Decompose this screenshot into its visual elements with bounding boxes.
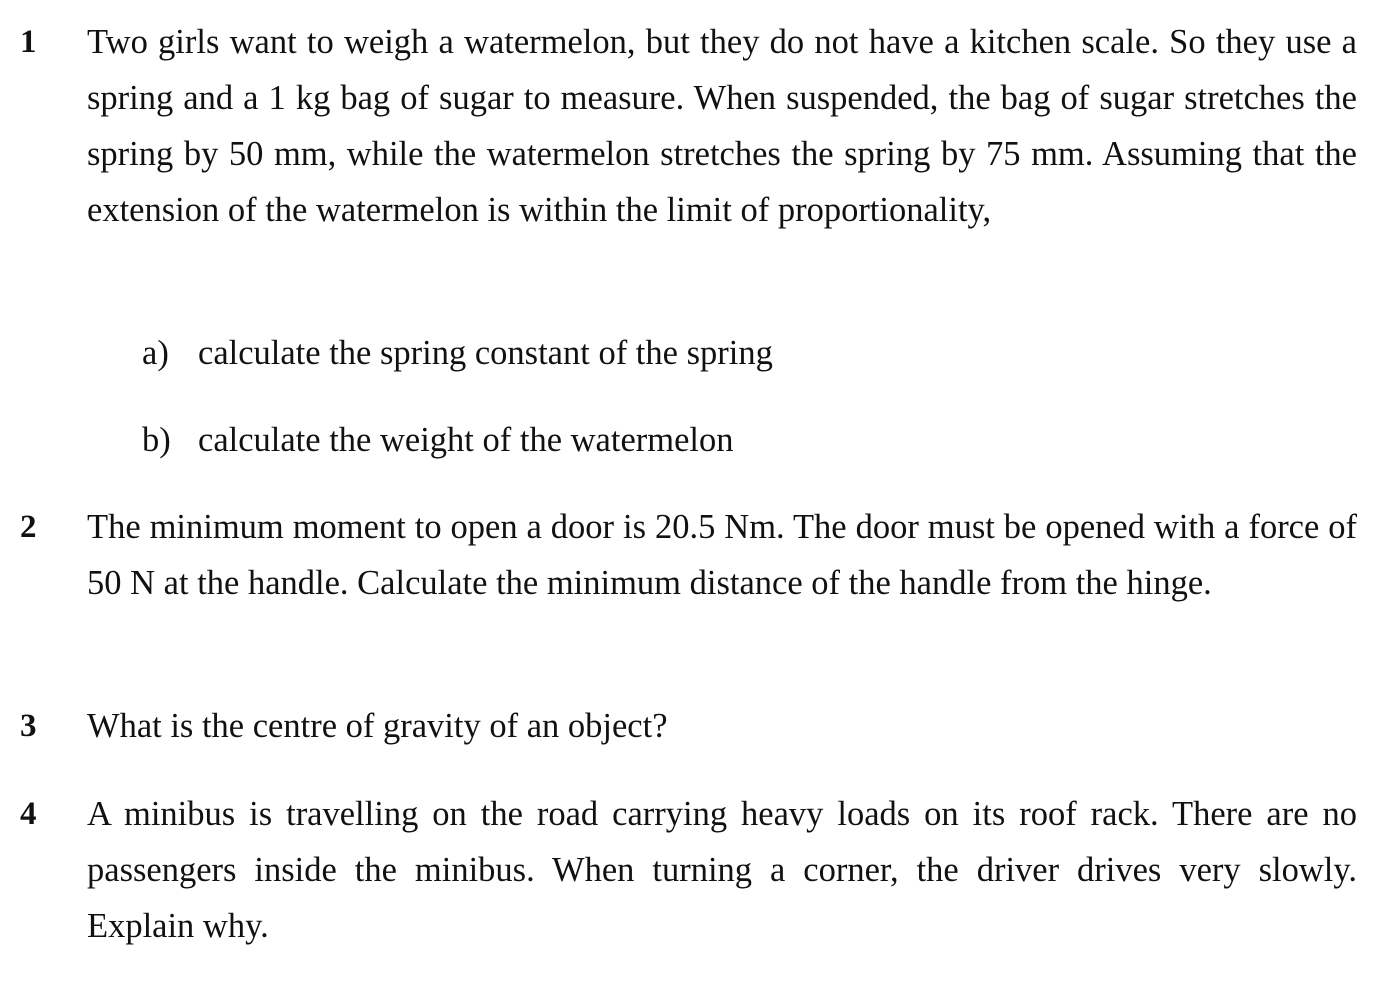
question-number: 4 bbox=[20, 796, 37, 832]
part-text: calculate the spring constant of the spring bbox=[198, 334, 773, 372]
question-text: What is the centre of gravity of an object? bbox=[87, 707, 668, 745]
question-number: 3 bbox=[20, 708, 37, 744]
part-label: a) bbox=[142, 334, 169, 372]
question-number: 1 bbox=[20, 24, 37, 60]
question-number: 2 bbox=[20, 509, 37, 545]
question-text: A minibus is travelling on the road carrying heavy loads on its roof rack. There are no passengers inside the minibus. When turning a corner, the driver drives very slowly. Explain why. bbox=[87, 795, 1357, 945]
question-text: Two girls want to weigh a watermelon, but they do not have a kitchen scale. So they use a spring and a 1 kg bag of sugar to measure. When suspended, the bag of sugar stretches the spring by 50 mm, while the watermelon stretches the spring by 75 mm. Assuming that the extension of the watermelon is within the limit of proportionality, bbox=[87, 23, 1357, 229]
part-text: calculate the weight of the watermelon bbox=[198, 421, 734, 459]
question-1-part-b bbox=[0, 412, 1384, 468]
question-text: The minimum moment to open a door is 20.5 Nm. The door must be opened with a force of 50 N at the handle. Calculate the minimum distance of the handle from the hinge. bbox=[87, 508, 1357, 602]
question-1-part-a bbox=[0, 325, 1384, 381]
part-label: b) bbox=[142, 421, 171, 459]
